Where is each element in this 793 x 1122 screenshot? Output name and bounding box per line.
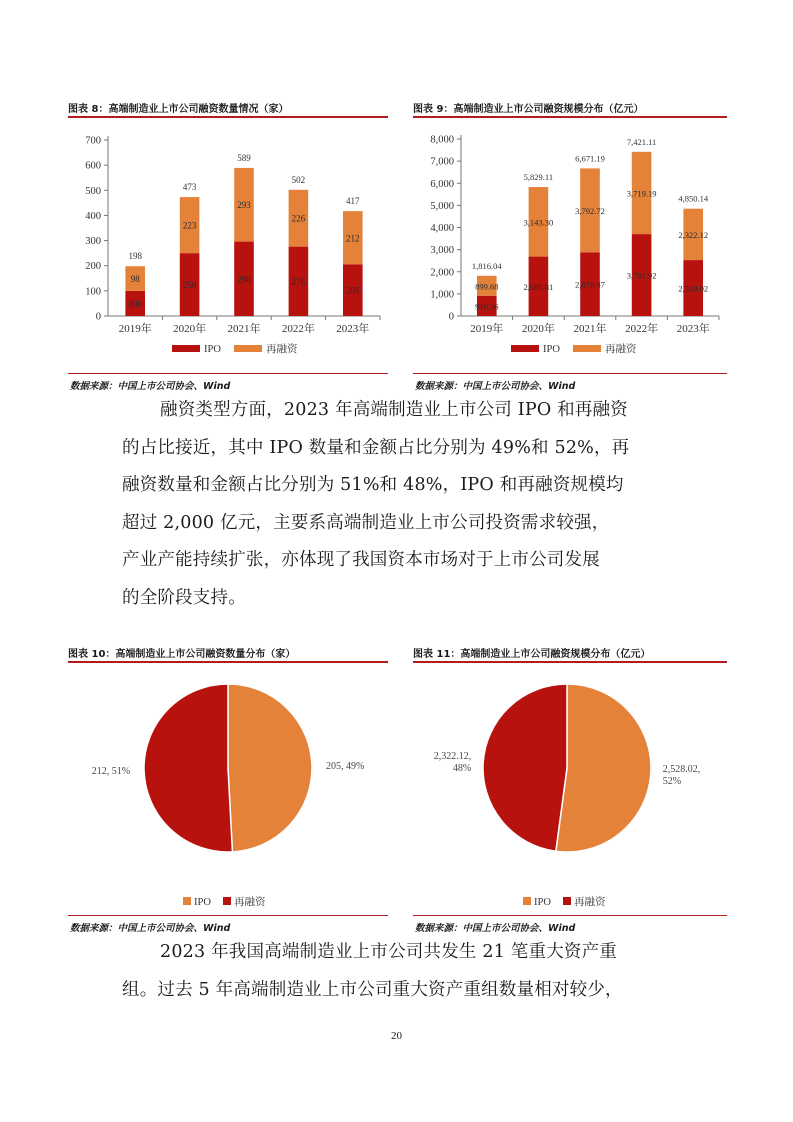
- y-tick-label: 200: [85, 261, 101, 273]
- paragraph-line: 融资类型方面，2023 年高端制造业上市公司 IPO 和再融资: [160, 400, 628, 420]
- y-tick-label: 6,000: [430, 178, 454, 190]
- data-label-refinance: 212: [346, 233, 360, 244]
- pie-label-refinance: 2,322.12,: [433, 751, 472, 763]
- legend-label-ipo: IPO: [543, 344, 560, 355]
- legend-swatch-ipo: [183, 897, 191, 905]
- legend-swatch-refinance: [573, 345, 601, 352]
- figure-8-title: 图表 8：高端制造业上市公司融资数量情况（家）: [68, 104, 289, 115]
- figure-11-top-rule: [413, 661, 727, 663]
- data-label-refinance: 223: [182, 220, 197, 231]
- y-tick-label: 1,000: [430, 289, 454, 301]
- legend-swatch-refinance: [234, 345, 262, 352]
- figure-9-bar-chart: [413, 120, 727, 372]
- y-tick-label: 500: [85, 185, 101, 197]
- figure-11-bottom-rule: [413, 915, 727, 916]
- y-tick-label: 700: [85, 135, 101, 147]
- legend-label-refinance: 再融资: [605, 344, 637, 355]
- y-tick-label: 300: [85, 236, 101, 248]
- data-label-ipo: 296: [237, 274, 251, 285]
- data-label-ipo: 2,528.02: [678, 283, 709, 294]
- figure-8-bottom-rule: [68, 373, 388, 374]
- x-tick-label: 2020年: [173, 323, 207, 335]
- y-tick-label: 7,000: [430, 156, 454, 168]
- x-tick-label: 2023年: [676, 323, 710, 335]
- figure-10-bottom-rule: [68, 915, 388, 916]
- y-tick-label: 8,000: [430, 134, 454, 146]
- y-tick-label: 2,000: [430, 267, 454, 279]
- y-tick-label: 0: [448, 311, 454, 323]
- data-label-refinance: 293: [237, 200, 251, 211]
- data-label-total: 6,671.19: [575, 153, 605, 164]
- data-label-ipo: 276: [291, 276, 306, 287]
- figure-9-source: 数据来源：中国上市公司协会、Wind: [415, 381, 576, 392]
- paragraph-line: 的全阶段支持。: [122, 587, 246, 608]
- data-label-refinance: 226: [291, 213, 306, 224]
- data-label-refinance: 3,719.19: [626, 188, 657, 199]
- body-paragraph-1: [122, 392, 672, 617]
- data-label-total: 502: [291, 174, 306, 185]
- legend-label-refinance: 再融资: [266, 344, 298, 355]
- data-label-refinance: 3,143.30: [523, 217, 554, 228]
- paragraph-line: 2023 年我国高端制造业上市公司共发生 21 笔重大资产重: [160, 942, 617, 962]
- figure-8-top-rule: [68, 116, 388, 118]
- data-label-ipo: 205: [346, 285, 360, 296]
- data-label-total: 473: [182, 182, 197, 193]
- y-tick-label: 4,000: [430, 223, 454, 234]
- legend-label-ipo: IPO: [534, 897, 551, 908]
- legend-swatch-refinance: [223, 897, 231, 905]
- data-label-ipo: 100: [128, 298, 142, 309]
- pie-slice-ipo: [556, 684, 651, 852]
- pie-slice-refinance: [144, 684, 232, 852]
- figure-10-source: 数据来源：中国上市公司协会、Wind: [70, 923, 231, 934]
- data-label-ipo: 916.36: [475, 301, 499, 312]
- paragraph-line: 的占比接近，其中 IPO 数量和金额占比分别为 49%和 52%，再: [122, 437, 630, 458]
- data-label-ipo: 3,701.92: [626, 270, 657, 281]
- y-tick-label: 3,000: [430, 245, 454, 257]
- y-tick-label: 400: [85, 210, 101, 222]
- data-label-refinance: 899.68: [475, 281, 499, 292]
- figure-9-top-rule: [413, 116, 727, 118]
- legend-swatch-ipo: [172, 345, 200, 352]
- legend-label-refinance: 再融资: [234, 897, 266, 908]
- x-tick-label: 2019年: [470, 323, 504, 335]
- paragraph-line: 超过 2,000 亿元，主要系高端制造业上市公司投资需求较强，: [122, 512, 610, 533]
- legend-label-ipo: IPO: [194, 897, 211, 908]
- pie-label-refinance: 48%: [452, 763, 472, 775]
- data-label-total: 1,816.04: [471, 260, 502, 271]
- x-tick-label: 2020年: [521, 323, 555, 335]
- pie-slice-refinance: [483, 684, 567, 851]
- y-tick-label: 0: [95, 311, 101, 323]
- y-tick-label: 100: [85, 286, 101, 298]
- pie-label-ipo: 2,528.02,: [662, 763, 701, 775]
- body-paragraph-2: [122, 934, 672, 1009]
- y-tick-label: 600: [85, 160, 101, 172]
- data-label-total: 589: [237, 152, 251, 163]
- paragraph-line: 组。过去 5 年高端制造业上市公司重大资产重组数量相对较少，: [122, 979, 623, 1000]
- data-label-total: 417: [346, 196, 360, 207]
- data-label-refinance: 3,792.72: [575, 205, 605, 216]
- pie-label-refinance: 212, 51%: [91, 766, 131, 778]
- data-label-ipo: 2,878.47: [575, 279, 605, 290]
- data-label-total: 7,421.11: [626, 136, 657, 147]
- pie-slice-ipo: [228, 684, 312, 852]
- figure-9-title: 图表 9：高端制造业上市公司融资规模分布（亿元）: [413, 104, 644, 115]
- x-tick-label: 2021年: [573, 323, 607, 335]
- pie-label-ipo: 205, 49%: [325, 760, 365, 772]
- figure-9-bottom-rule: [413, 373, 727, 374]
- data-label-total: 198: [128, 251, 142, 262]
- figure-8-source: 数据来源：中国上市公司协会、Wind: [70, 381, 231, 392]
- y-tick-label: 5,000: [430, 200, 454, 212]
- x-tick-label: 2021年: [227, 323, 261, 335]
- data-label-total: 5,829.11: [523, 172, 554, 183]
- data-label-total: 4,850.14: [678, 193, 709, 204]
- legend-label-refinance: 再融资: [574, 897, 606, 908]
- figure-11-title: 图表 11：高端制造业上市公司融资规模分布（亿元）: [413, 649, 651, 660]
- legend-swatch-ipo: [523, 897, 531, 905]
- page-number: 20: [391, 1030, 402, 1042]
- figure-10-title: 图表 10：高端制造业上市公司融资数量分布（家）: [68, 649, 296, 660]
- x-tick-label: 2022年: [281, 323, 315, 335]
- figure-10-top-rule: [68, 661, 388, 663]
- data-label-refinance: 98: [130, 274, 140, 285]
- figure-11-source: 数据来源：中国上市公司协会、Wind: [415, 923, 576, 934]
- legend-swatch-refinance: [563, 897, 571, 905]
- x-tick-label: 2023年: [336, 323, 370, 335]
- x-tick-label: 2019年: [118, 323, 152, 335]
- data-label-refinance: 2,322.12: [678, 229, 709, 240]
- figure-8-bar-chart: [68, 120, 388, 372]
- legend-label-ipo: IPO: [204, 344, 221, 355]
- paragraph-line: 融资数量和金额占比分别为 51%和 48%，IPO 和再融资规模均: [122, 475, 624, 495]
- paragraph-line: 产业产能持续扩张，亦体现了我国资本市场对于上市公司发展: [122, 550, 600, 570]
- figure-10-pie-chart: [68, 664, 388, 914]
- figure-11-pie-chart: [413, 664, 727, 914]
- x-tick-label: 2022年: [625, 323, 659, 335]
- legend-swatch-ipo: [511, 345, 539, 352]
- pie-label-ipo: 52%: [662, 775, 682, 787]
- data-label-ipo: 250: [182, 280, 197, 291]
- data-label-ipo: 2,685.81: [523, 281, 554, 292]
